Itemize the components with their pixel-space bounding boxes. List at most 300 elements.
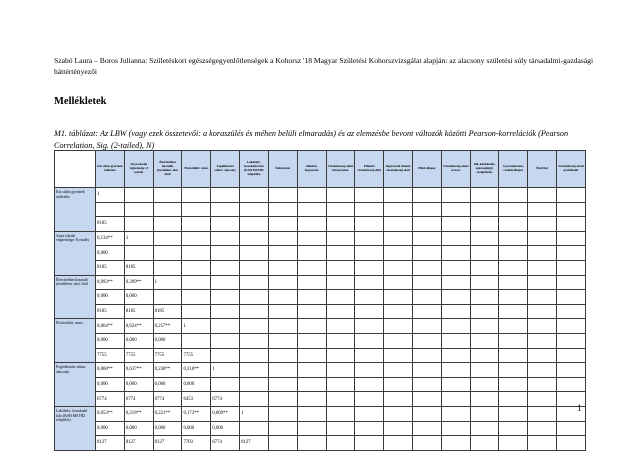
table-cell xyxy=(557,421,586,436)
table-cell xyxy=(297,319,326,334)
column-header: Depresszió tünetei várandósság alatt xyxy=(384,151,413,188)
column-header: Várandósság alatti problémák xyxy=(557,151,586,188)
table-cell xyxy=(297,231,326,246)
table-cell xyxy=(326,217,355,232)
table-cell xyxy=(384,260,413,275)
table-cell xyxy=(182,304,211,319)
table-cell xyxy=(182,275,211,290)
table-cell xyxy=(470,421,499,436)
table-cell xyxy=(528,406,557,421)
table-cell: 0,000 xyxy=(153,421,182,436)
table-row xyxy=(55,406,586,421)
table-cell xyxy=(268,319,297,334)
table-cell xyxy=(268,377,297,392)
table-row xyxy=(55,348,586,363)
table-cell: 0,221** xyxy=(153,406,182,421)
table-cell xyxy=(268,333,297,348)
table-cell: 0,000 xyxy=(124,421,153,436)
table-cell xyxy=(124,188,153,203)
table-cell xyxy=(557,304,586,319)
table-cell xyxy=(499,319,528,334)
table-cell xyxy=(441,260,470,275)
column-header: Hűtő állapot xyxy=(412,151,441,188)
table-cell xyxy=(441,290,470,305)
table-cell xyxy=(557,231,586,246)
table-cell xyxy=(528,246,557,261)
table-cell xyxy=(412,363,441,378)
table-cell xyxy=(441,246,470,261)
table-cell xyxy=(211,275,240,290)
table-cell xyxy=(470,217,499,232)
table-cell xyxy=(470,363,499,378)
page-header: Szabó Laura – Boros Julianna: Születéskori egészségegyenlőtlenségek a Kohorsz '18 Magyar Születési Kohorszvizsgálat alapján: az alacsony születési súly társadalmi-gazdasági háttértényezői xyxy=(54,56,594,76)
table-cell: 8185 xyxy=(153,304,182,319)
table-cell xyxy=(211,290,240,305)
table-cell xyxy=(211,202,240,217)
column-header: Foglalkozási státus: alacsony xyxy=(211,151,240,188)
table-cell xyxy=(268,363,297,378)
table-cell: 8185 xyxy=(96,304,125,319)
table-cell xyxy=(528,188,557,203)
table-cell xyxy=(182,231,211,246)
table-cell: 0,093** xyxy=(96,275,125,290)
table-cell: 0,000 xyxy=(153,333,182,348)
table-cell: 0,069** xyxy=(211,406,240,421)
column-header: Alkohol-fogyasztás xyxy=(297,151,326,188)
table-cell xyxy=(384,231,413,246)
table-cell: 7755 xyxy=(153,348,182,363)
table-cell xyxy=(355,290,384,305)
table-cell: 8185 xyxy=(124,304,153,319)
table-cell: 8185 xyxy=(96,217,125,232)
table-cell xyxy=(182,333,211,348)
table-cell: 6774 xyxy=(211,392,240,407)
table-cell xyxy=(557,246,586,261)
table-cell xyxy=(528,363,557,378)
table-cell xyxy=(355,392,384,407)
page-number: 1 xyxy=(577,403,582,413)
table-cell xyxy=(240,246,269,261)
table-cell xyxy=(355,202,384,217)
table-cell: 0,000 xyxy=(124,377,153,392)
table-cell xyxy=(470,377,499,392)
table-cell xyxy=(326,377,355,392)
table-cell xyxy=(326,246,355,261)
table-cell xyxy=(470,392,499,407)
table-row xyxy=(55,363,586,378)
column-header: Dohányzás xyxy=(268,151,297,188)
table-cell xyxy=(557,319,586,334)
table-cell: 0,173** xyxy=(182,406,211,421)
table-cell xyxy=(240,319,269,334)
table-cell: 0,134** xyxy=(96,231,125,246)
table-cell xyxy=(268,304,297,319)
table-cell: 6774 xyxy=(124,392,153,407)
table-cell xyxy=(240,275,269,290)
table-cell xyxy=(499,392,528,407)
table-cell xyxy=(182,290,211,305)
table-cell xyxy=(240,260,269,275)
table-row xyxy=(55,217,586,232)
table-cell xyxy=(268,392,297,407)
table-cell: 0,624** xyxy=(124,319,153,334)
table-cell xyxy=(297,436,326,451)
table-cell xyxy=(384,217,413,232)
table-cell xyxy=(268,231,297,246)
table-cell xyxy=(268,188,297,203)
table-cell xyxy=(182,202,211,217)
table-row xyxy=(55,202,586,217)
table-cell xyxy=(470,319,499,334)
table-cell: 6453 xyxy=(182,392,211,407)
table-cell xyxy=(297,217,326,232)
row-label: Életvitelben használt jövedelem: alsó ötöd xyxy=(55,275,96,319)
table-cell xyxy=(240,363,269,378)
row-label: Anya iskolai végzettsége: 8 osztály xyxy=(55,231,96,275)
table-cell xyxy=(153,217,182,232)
table-cell xyxy=(499,231,528,246)
table-cell xyxy=(499,348,528,363)
table-cell xyxy=(153,188,182,203)
table-cell xyxy=(528,377,557,392)
table-cell xyxy=(355,217,384,232)
table-cell xyxy=(499,202,528,217)
table-cell xyxy=(528,217,557,232)
table-cell xyxy=(355,231,384,246)
table-cell xyxy=(557,348,586,363)
table-cell: 0,399** xyxy=(124,275,153,290)
table-cell: 7703 xyxy=(182,436,211,451)
table-cell xyxy=(412,392,441,407)
table-cell xyxy=(384,348,413,363)
table-cell xyxy=(470,406,499,421)
table-cell xyxy=(355,436,384,451)
table-cell xyxy=(268,217,297,232)
table-cell: 8127 xyxy=(240,436,269,451)
table-cell xyxy=(441,319,470,334)
table-cell xyxy=(557,188,586,203)
table-cell xyxy=(557,260,586,275)
table-cell xyxy=(240,202,269,217)
table-cell: 1 xyxy=(240,406,269,421)
table-cell: 0,060** xyxy=(96,363,125,378)
table-cell xyxy=(384,377,413,392)
table-cell: 8127 xyxy=(124,436,153,451)
table-cell: 8185 xyxy=(124,260,153,275)
table-row xyxy=(55,392,586,407)
table-cell xyxy=(384,275,413,290)
table-cell xyxy=(153,202,182,217)
table-cell xyxy=(297,304,326,319)
table-cell xyxy=(528,392,557,407)
table-cell xyxy=(297,188,326,203)
table-cell: 0,000 xyxy=(124,333,153,348)
table-cell xyxy=(412,290,441,305)
table-cell xyxy=(384,363,413,378)
table-cell xyxy=(326,275,355,290)
table-cell xyxy=(384,290,413,305)
table-cell xyxy=(297,406,326,421)
table-cell xyxy=(268,246,297,261)
table-cell xyxy=(470,275,499,290)
table-cell xyxy=(384,304,413,319)
table-cell xyxy=(153,290,182,305)
table-cell xyxy=(297,392,326,407)
table-cell xyxy=(384,246,413,261)
table-cell xyxy=(499,217,528,232)
table-cell xyxy=(268,275,297,290)
table-cell: 1 xyxy=(153,275,182,290)
table-row xyxy=(55,231,586,246)
table-cell xyxy=(211,246,240,261)
table-cell xyxy=(326,188,355,203)
table-cell xyxy=(326,363,355,378)
table-cell xyxy=(441,188,470,203)
table-cell xyxy=(355,260,384,275)
table-cell xyxy=(499,246,528,261)
table-cell xyxy=(557,436,586,451)
table-cell xyxy=(355,406,384,421)
table-cell xyxy=(412,275,441,290)
table-cell: 0,000 xyxy=(124,290,153,305)
table-cell xyxy=(470,202,499,217)
table-cell xyxy=(124,246,153,261)
table-row xyxy=(55,260,586,275)
column-header: Életvitel xyxy=(528,151,557,188)
table-cell xyxy=(297,363,326,378)
table-row xyxy=(55,246,586,261)
table-cell xyxy=(499,304,528,319)
table-cell xyxy=(384,436,413,451)
table-cell xyxy=(355,333,384,348)
column-header: Lakóhely: leszakadó falu (KSH MSTH2 település) xyxy=(240,151,269,188)
table-row xyxy=(55,377,586,392)
table-cell xyxy=(211,319,240,334)
table-cell xyxy=(211,231,240,246)
table-cell xyxy=(297,333,326,348)
table-caption: M1. táblázat: Az LBW (vagy ezek összetevői: a koraszülés és méhen belüli elmaradás) és az elemzésbe bevont változók közötti Pearson-korrelációk (Pearson Correlation, Sig. (2-tailed), N) xyxy=(54,129,569,150)
table-cell xyxy=(499,436,528,451)
table-row xyxy=(55,304,586,319)
table-cell xyxy=(384,421,413,436)
column-header: Idő, közlekedés, egészségügyi szolgáltatás xyxy=(470,151,499,188)
table-cell xyxy=(268,421,297,436)
table-cell xyxy=(499,188,528,203)
table-cell: 0,064** xyxy=(96,319,125,334)
table-cell: 7755 xyxy=(96,348,125,363)
table-cell xyxy=(441,406,470,421)
table-row xyxy=(55,290,586,305)
table-cell xyxy=(441,333,470,348)
table-cell xyxy=(528,275,557,290)
table-cell xyxy=(355,348,384,363)
table-cell xyxy=(355,377,384,392)
table-cell xyxy=(326,333,355,348)
table-cell xyxy=(355,363,384,378)
table-cell xyxy=(412,202,441,217)
table-cell xyxy=(326,260,355,275)
table-row xyxy=(55,319,586,334)
table-cell: 0,000 xyxy=(96,421,125,436)
table-cell xyxy=(412,246,441,261)
table-row xyxy=(55,188,586,203)
table-cell xyxy=(441,275,470,290)
table-cell xyxy=(557,363,586,378)
table-cell xyxy=(153,260,182,275)
table-cell xyxy=(326,421,355,436)
table-cell xyxy=(528,319,557,334)
table-cell xyxy=(182,246,211,261)
table-cell xyxy=(211,304,240,319)
table-cell xyxy=(412,333,441,348)
table-cell xyxy=(240,421,269,436)
table-cell: 8185 xyxy=(96,260,125,275)
table-cell xyxy=(240,217,269,232)
table-cell: 0,000 xyxy=(96,290,125,305)
table-cell xyxy=(412,260,441,275)
table-cell xyxy=(240,290,269,305)
table-cell xyxy=(412,304,441,319)
table-cell: 1 xyxy=(96,188,125,203)
table-cell xyxy=(412,319,441,334)
table-cell xyxy=(499,363,528,378)
table-cell xyxy=(355,188,384,203)
table-cell xyxy=(412,231,441,246)
table-row xyxy=(55,333,586,348)
table-cell xyxy=(326,231,355,246)
table-cell xyxy=(355,246,384,261)
table-cell: 0,000 xyxy=(96,333,125,348)
table-cell xyxy=(470,304,499,319)
table-cell xyxy=(240,333,269,348)
table-cell xyxy=(470,333,499,348)
table-cell xyxy=(499,275,528,290)
table-cell xyxy=(153,231,182,246)
table-cell xyxy=(268,348,297,363)
table-cell xyxy=(441,377,470,392)
table-cell xyxy=(557,333,586,348)
table-cell xyxy=(470,260,499,275)
table-cell xyxy=(441,348,470,363)
table-cell xyxy=(182,188,211,203)
table-cell xyxy=(528,202,557,217)
table-cell xyxy=(124,217,153,232)
table-cell xyxy=(470,290,499,305)
row-label: Foglalkozási státus: alacsony xyxy=(55,363,96,407)
table-cell: 1 xyxy=(211,363,240,378)
table-cell xyxy=(384,333,413,348)
table-cell xyxy=(326,406,355,421)
table-cell xyxy=(326,290,355,305)
table-cell xyxy=(355,275,384,290)
table-cell xyxy=(297,421,326,436)
table-cell xyxy=(211,348,240,363)
table-cell xyxy=(326,392,355,407)
section-heading: Mellékletek xyxy=(54,96,107,107)
table-cell xyxy=(412,188,441,203)
table-row xyxy=(55,436,586,451)
table-cell xyxy=(211,377,240,392)
table-cell xyxy=(470,231,499,246)
table-cell xyxy=(499,377,528,392)
table-cell xyxy=(528,290,557,305)
table-cell: 7755 xyxy=(182,348,211,363)
table-cell xyxy=(297,275,326,290)
table-row xyxy=(55,421,586,436)
column-header: Elhízott várandósság előtt xyxy=(355,151,384,188)
table-cell xyxy=(528,231,557,246)
table-cell xyxy=(412,406,441,421)
table-cell: 0,000 xyxy=(153,377,182,392)
table-cell: 6774 xyxy=(211,436,240,451)
row-label: Kis súlyú gyermek születése xyxy=(55,188,96,232)
table-cell xyxy=(441,231,470,246)
table-cell: 0,637** xyxy=(124,363,153,378)
table-cell xyxy=(557,290,586,305)
table-cell xyxy=(384,188,413,203)
table-cell: 0,238** xyxy=(153,363,182,378)
table-cell: 8127 xyxy=(96,436,125,451)
table-cell xyxy=(470,188,499,203)
table-cell xyxy=(528,333,557,348)
table-cell xyxy=(499,333,528,348)
table-cell xyxy=(211,333,240,348)
table-cell xyxy=(326,304,355,319)
table-cell xyxy=(528,436,557,451)
table-cell xyxy=(355,421,384,436)
table-cell xyxy=(240,348,269,363)
table-cell xyxy=(557,202,586,217)
table-cell xyxy=(182,217,211,232)
table-cell xyxy=(297,348,326,363)
table-cell xyxy=(412,421,441,436)
table-cell xyxy=(384,406,413,421)
table-cell: 6774 xyxy=(96,392,125,407)
table-cell: 0,000 xyxy=(96,377,125,392)
table-cell xyxy=(499,421,528,436)
table-cell xyxy=(268,202,297,217)
table-cell xyxy=(412,377,441,392)
table-cell xyxy=(441,217,470,232)
table-cell: 0,053** xyxy=(96,406,125,421)
table-cell xyxy=(499,406,528,421)
table-cell: 1 xyxy=(182,319,211,334)
table-cell: 0,218** xyxy=(124,406,153,421)
table-cell xyxy=(268,436,297,451)
table-cell xyxy=(470,246,499,261)
table-cell: 0,257** xyxy=(153,319,182,334)
table-cell xyxy=(557,377,586,392)
table-cell: 1 xyxy=(124,231,153,246)
table-cell xyxy=(240,377,269,392)
table-cell xyxy=(441,202,470,217)
table-cell xyxy=(326,202,355,217)
table-cell xyxy=(355,304,384,319)
table-cell xyxy=(240,188,269,203)
table-cell xyxy=(211,188,240,203)
table-cell xyxy=(297,377,326,392)
table-cell xyxy=(528,304,557,319)
table-cell xyxy=(499,260,528,275)
table-cell xyxy=(384,392,413,407)
column-header: Anya iskolai végzettsége: 8 osztály xyxy=(124,151,153,188)
table-cell xyxy=(355,319,384,334)
column-header: Elsőszülött: nincs xyxy=(182,151,211,188)
table-cell: 7755 xyxy=(124,348,153,363)
column-header: Várandósság alatti bizonytalan xyxy=(326,151,355,188)
table-cell xyxy=(297,290,326,305)
table-cell xyxy=(470,436,499,451)
